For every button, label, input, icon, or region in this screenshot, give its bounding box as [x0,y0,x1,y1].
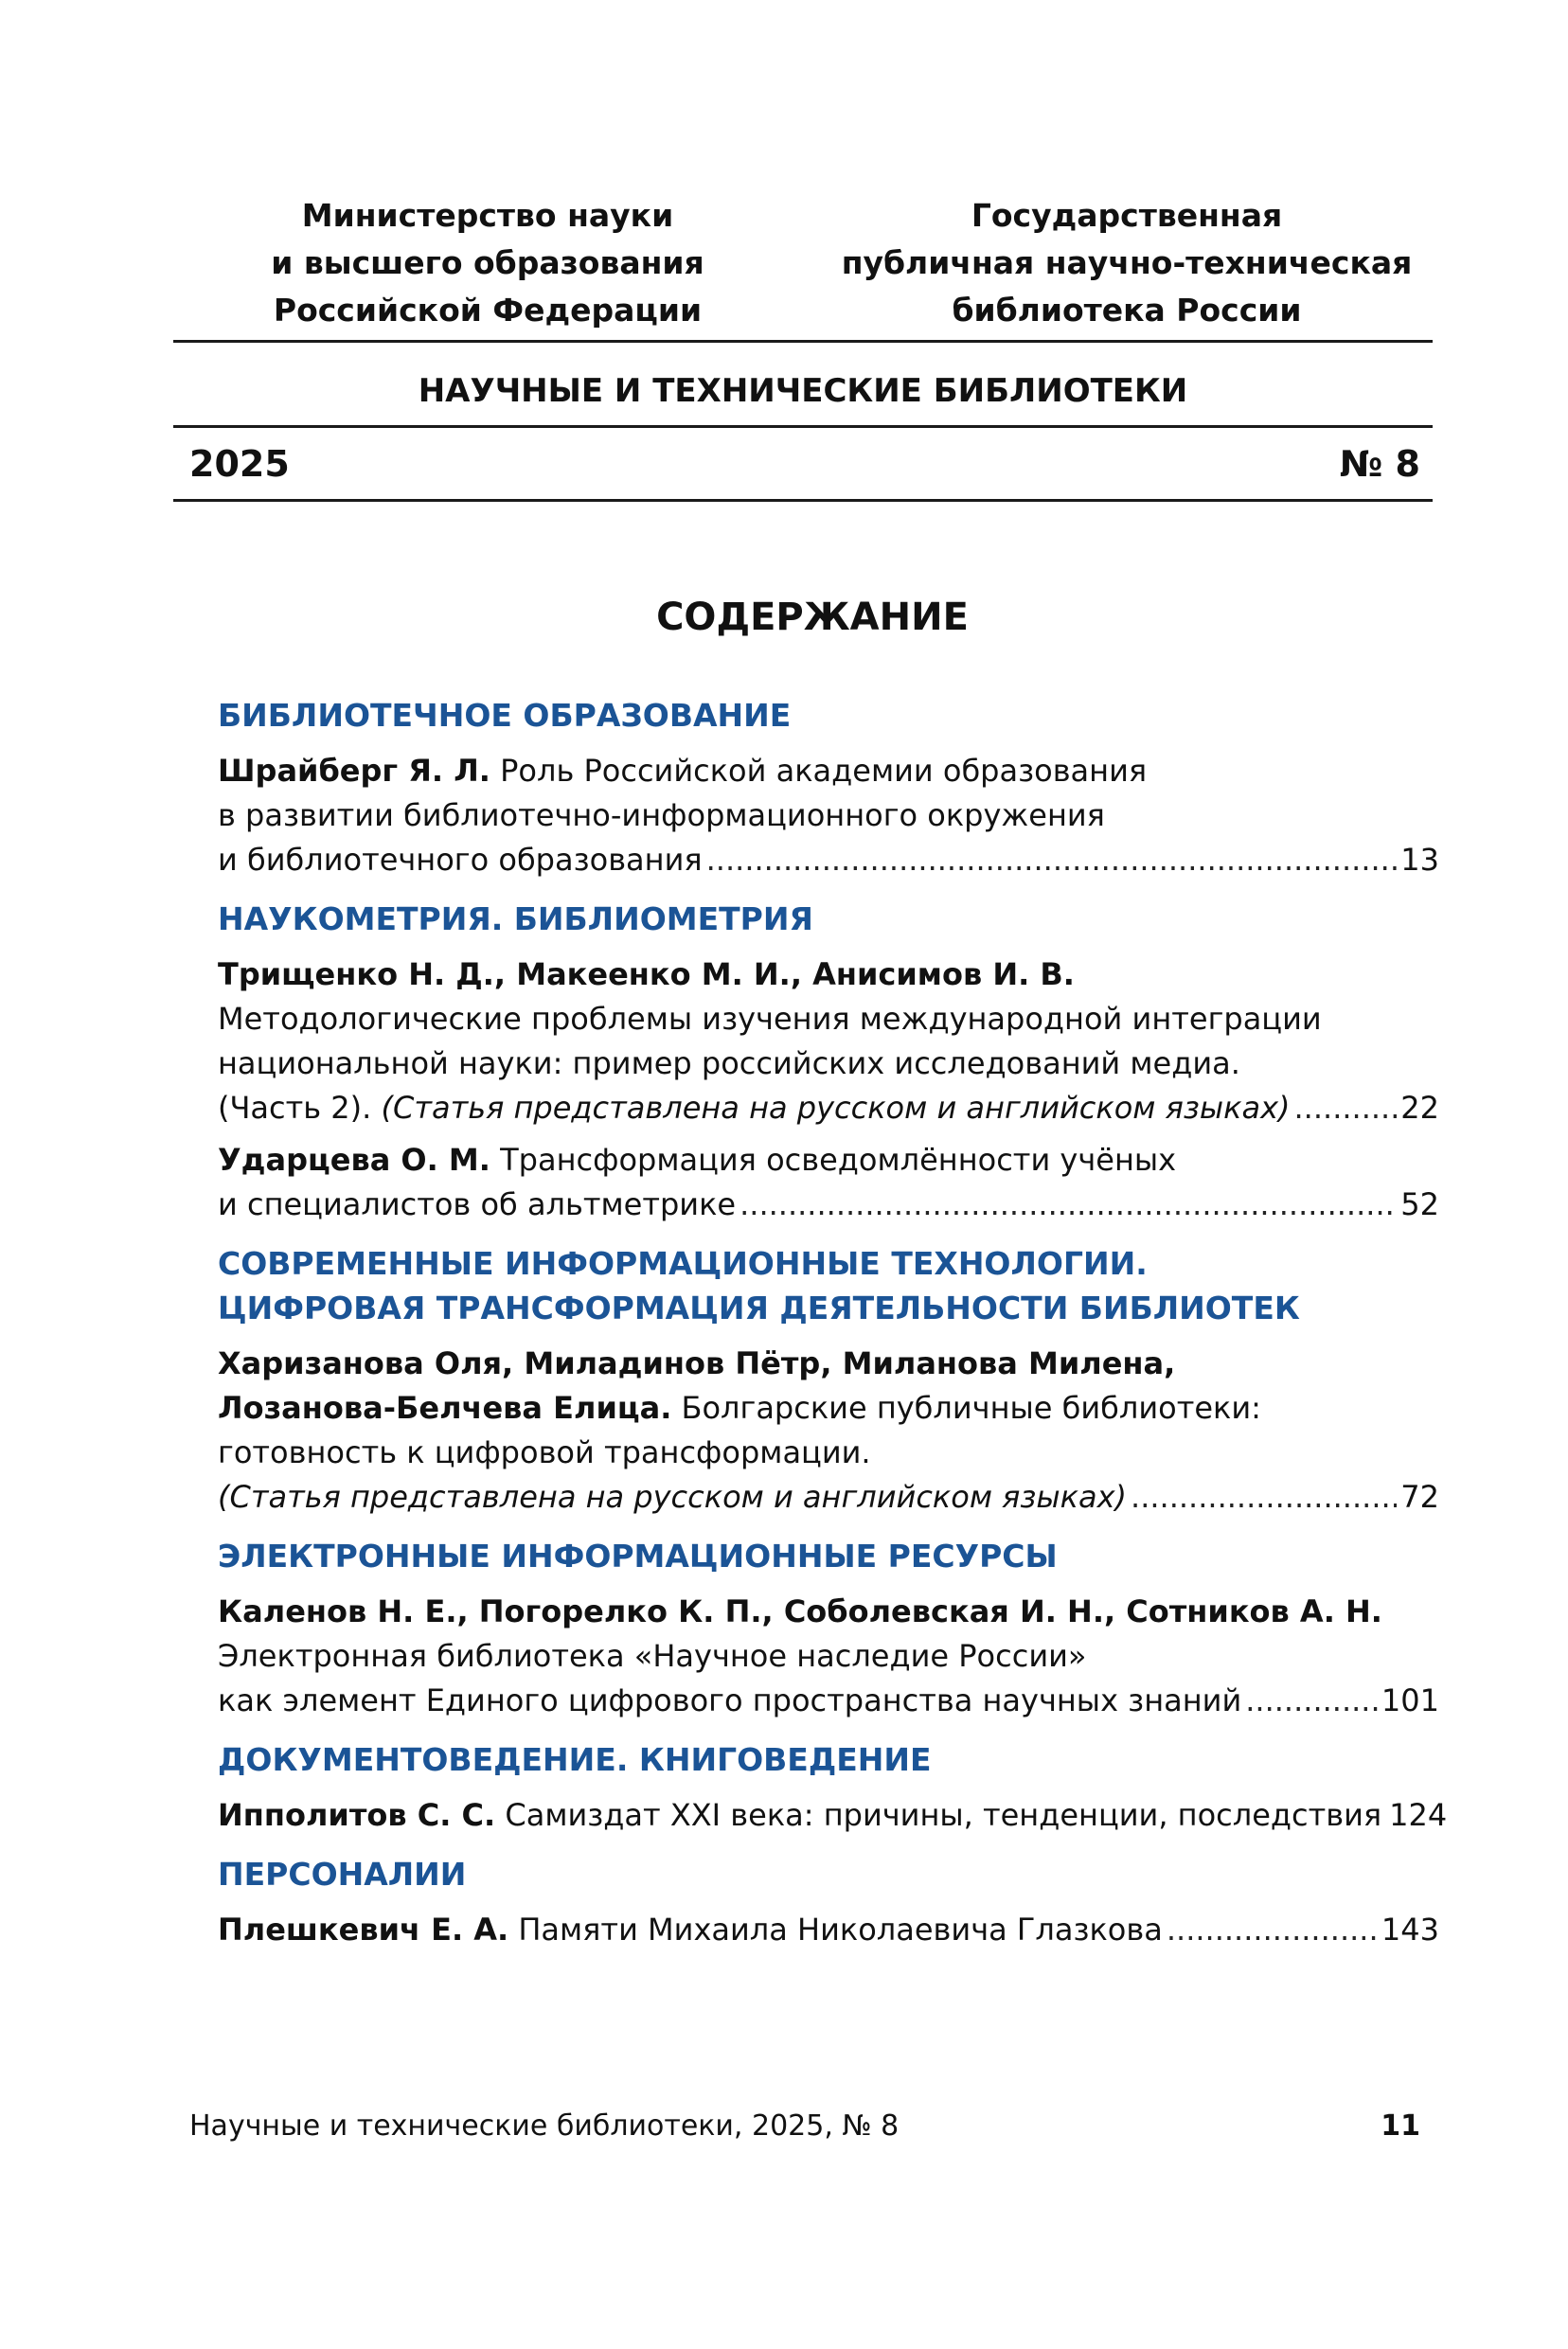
toc-section [218,693,1439,882]
entry-text [218,1086,1291,1130]
issue-number: № 8 [1339,443,1420,485]
entry-last-line [218,1793,1448,1838]
toc-entry[interactable] [218,1908,1439,1952]
ministry-name-line: и высшего образования [271,244,704,281]
entry-last-line [218,838,1439,882]
entry-title-line: Электронная библиотека «Научное наследие России» [218,1638,1087,1674]
entry-title-line: национальной науки: пример российских исследований медиа. [218,1045,1240,1081]
toc-section [218,1534,1439,1723]
entry-authors: Ударцева О. М. [218,1142,490,1178]
dot-leader [706,838,1398,882]
toc-entry[interactable] [218,1793,1448,1838]
entry-title-line: готовность к цифровой трансформации. [218,1434,871,1470]
entry-page-number: 101 [1381,1682,1439,1718]
toc-entry[interactable] [218,749,1439,882]
issue-year: 2025 [189,443,290,485]
section-title-line: ПЕРСОНАЛИИ [218,1856,467,1893]
ministry-name [156,192,819,334]
section-title-line: БИБЛИОТЕЧНОЕ ОБРАЗОВАНИЕ [218,697,792,734]
entry-title: Памяти Михаила Николаевича Глазкова [518,1912,1163,1948]
entry-line [218,749,1439,793]
entry-authors: Шрайберг Я. Л. [218,753,490,789]
entry-text [218,1793,1381,1838]
toc-section [218,897,1439,1227]
dot-leader [1245,1679,1378,1723]
entry-page-number: 52 [1400,1186,1439,1222]
toc-entry[interactable] [218,1138,1439,1227]
ministry-name-line: Министерство науки [301,197,674,234]
entry-authors: Харизанова Оля, Миладинов Пётр, Миланова Милена, [218,1345,1176,1381]
entry-last-line [218,1908,1439,1952]
journal-title: НАУЧНЫЕ И ТЕХНИЧЕСКИЕ БИБЛИОТЕКИ [418,372,1188,410]
toc-entry[interactable] [218,1342,1439,1520]
library-name-line: Государственная [971,197,1283,234]
dot-leader [1167,1908,1378,1952]
toc-heading: СОДЕРЖАНИЕ [656,596,969,639]
entry-last-line [218,1679,1439,1723]
section-title-line: СОВРЕМЕННЫЕ ИНФОРМАЦИОННЫЕ ТЕХНОЛОГИИ. [218,1245,1148,1282]
entry-title-end: (Часть 2). [218,1090,372,1126]
entry-text [218,1183,736,1227]
entry-last-line [218,1183,1439,1227]
entry-title-end: и библиотечного образования [218,842,703,878]
language-note: (Статья представлена на русском и английском языках) [381,1090,1291,1126]
toc-section [218,1737,1448,1838]
toc-section [218,1852,1439,1952]
dot-leader [1294,1086,1398,1130]
toc-section [218,1241,1439,1520]
entry-page-number: 72 [1400,1479,1439,1515]
entry-page-number: 13 [1400,842,1439,878]
header-divider [173,425,1433,428]
entry-title: Самиздат XXI века: причины, тенденции, последствия [505,1797,1382,1833]
entry-authors: Ипполитов С. С. [218,1797,496,1833]
entry-title: Трансформация осведомлённости учёных [500,1142,1177,1178]
entry-title: Роль Российской академии образования [500,753,1148,789]
entry-text [218,1908,1163,1952]
entry-authors: Каленов Н. Е., Погорелко К. П., Соболевская И. Н., Сотников А. Н. [218,1593,1382,1629]
section-title-line: НАУКОМЕТРИЯ. БИБЛИОМЕТРИЯ [218,900,813,937]
library-name-line: библиотека России [952,292,1302,329]
library-name-line: публичная научно-техническая [841,244,1413,281]
entry-page-number: 22 [1400,1090,1439,1126]
entry-title: Болгарские публичные библиотеки: [681,1390,1261,1426]
entry-authors: Лозанова-Белчева Елица. [218,1390,672,1426]
entry-authors: Плешкевич Е. А. [218,1912,509,1948]
header-divider [173,340,1433,343]
section-title-line: ЭЛЕКТРОННЫЕ ИНФОРМАЦИОННЫЕ РЕСУРСЫ [218,1538,1058,1575]
entry-title-end: и специалистов об альтметрике [218,1186,737,1222]
section-title [218,1241,1439,1330]
entry-page-number: 143 [1381,1912,1439,1948]
entry-line [218,952,1439,997]
entry-authors: Трищенко Н. Д., Макеенко М. И., Анисимов И. В. [218,956,1075,992]
section-title [218,1534,1439,1578]
toc-entry[interactable] [218,1590,1439,1723]
dot-leader [739,1183,1397,1227]
footer-page-number: 11 [1381,2109,1420,2143]
entry-title-end: как элемент Единого цифрового пространства научных знаний [218,1682,1242,1718]
entry-line [218,1342,1439,1386]
section-title [218,897,1439,941]
library-name [795,192,1458,334]
section-title [218,1852,1439,1896]
footer-journal-citation: Научные и технические библиотеки, 2025, № 8 [189,2109,900,2143]
language-note: (Статья представлена на русском и английском языках) [218,1479,1128,1515]
dot-leader [1131,1475,1397,1520]
ministry-name-line: Российской Федерации [273,292,703,329]
section-title-line: ДОКУМЕНТОВЕДЕНИЕ. КНИГОВЕДЕНИЕ [218,1741,932,1778]
entry-text [218,1679,1241,1723]
issue-row [189,436,1420,492]
entry-line [218,1590,1439,1634]
entry-title-line: в развитии библиотечно-информационного окружения [218,797,1105,833]
entry-line [218,1386,1439,1431]
toc-entry[interactable] [218,952,1439,1130]
entry-last-line [218,1086,1439,1130]
entry-page-number: 124 [1389,1797,1448,1833]
section-title [218,1737,1439,1782]
entry-text [218,838,703,882]
table-of-contents [218,693,1448,1952]
entry-last-line [218,1475,1439,1520]
section-title [218,693,1439,738]
section-title-line: ЦИФРОВАЯ ТРАНСФОРМАЦИЯ ДЕЯТЕЛЬНОСТИ БИБЛИОТЕК [218,1290,1300,1326]
entry-text [218,1475,1127,1520]
entry-title-line: Методологические проблемы изучения международной интеграции [218,1001,1322,1037]
header-divider [173,499,1433,502]
entry-line [218,1138,1439,1183]
